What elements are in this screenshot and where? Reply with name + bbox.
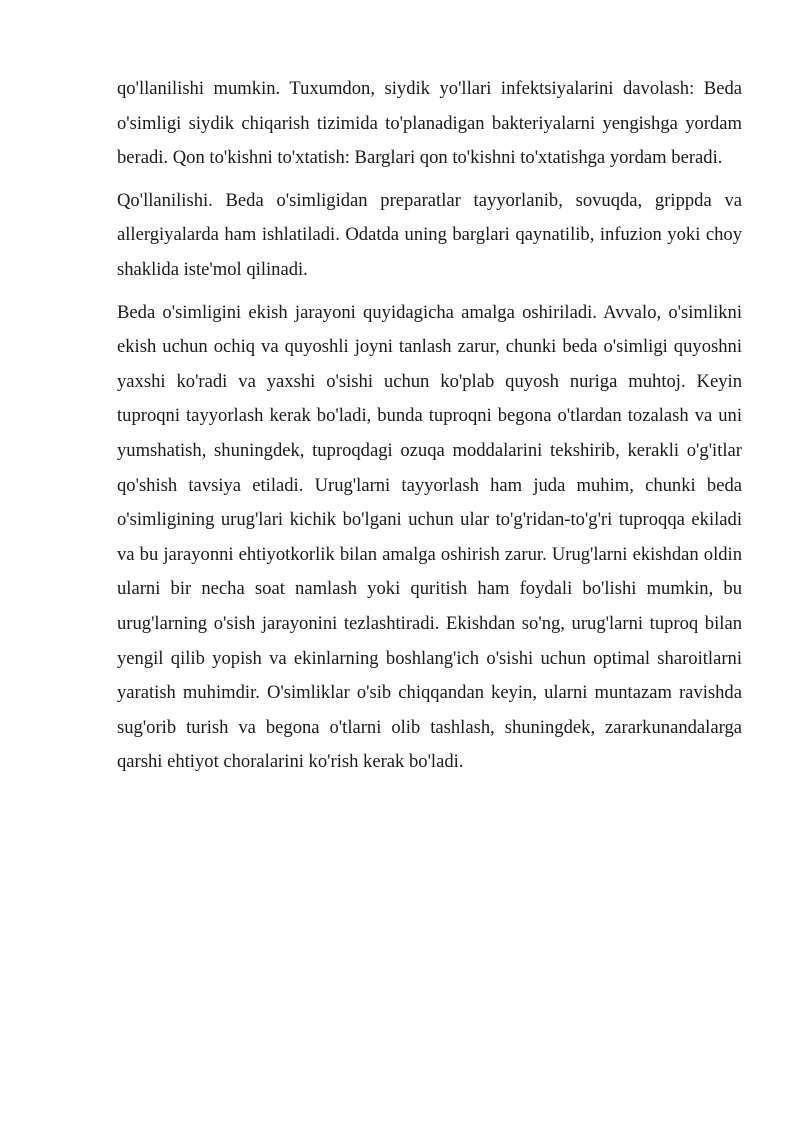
paragraph-3: Beda o'simligini ekish jarayoni quyidagicha amalga oshiriladi. Avvalo, o'simlikni ekish uchun ochiq va quyoshli joyni tanlash zarur, chunki beda o'simligi quyoshni yaxshi ko'radi va yaxshi o'sishi uchun ko'plab quyosh nuriga muhtoj. Keyin tuproqni tayyorlash kerak bo'ladi, bunda tuproqni begona o'tlardan tozalash va uni yumshatish, shuningdek, tuproqdagi ozuqa moddalarini tekshirib, kerakli o'g'itlar qo'shish tavsiya etiladi. Urug'larni tayyorlash ham juda muhim, chunki beda o'simligining urug'lari kichik bo'lgani uchun ular to'g'ridan-to'g'ri tuproqqa ekiladi va bu jarayonni ehtiyotkorlik bilan amalga oshirish zarur. Urug'larni ekishdan oldin ularni bir necha soat namlash yoki quritish ham foydali bo'lishi mumkin, bu urug'larning o'sish jarayonini tezlashtiradi. Ekishdan so'ng, urug'larni tuproq bilan yengil qilib yopish va ekinlarning boshlang'ich o'sishi uchun optimal sharoitlarni yaratish muhimdir. O'simliklar o'sib chiqqandan keyin, ularni muntazam ravishda sug'orib turish va begona o'tlarni olib tashlash, shuningdek, zararkunandalarga qarshi ehtiyot choralarini ko'rish kerak bo'ladi. xyxy=(117,301,742,773)
body-text xyxy=(117,72,742,788)
paragraph-1: qo'llanilishi mumkin. Tuxumdon, siydik yo'llari infektsiyalarini davolash: Beda o'simligi siydik chiqarish tizimida to'planadigan bakteriyalarni yengishga yordam beradi. Qon to'kishni to'xtatish: Barglari qon to'kishni to'xtatishga yordam beradi. xyxy=(117,78,742,169)
paragraph-2: Qo'llanilishi. Beda o'simligidan preparatlar tayyorlanib, sovuqda, grippda va allergiyalarda ham ishlatiladi. Odatda uning barglari qaynatilib, infuzion yoki choy shaklida iste'mol qilinadi. xyxy=(117,189,742,280)
